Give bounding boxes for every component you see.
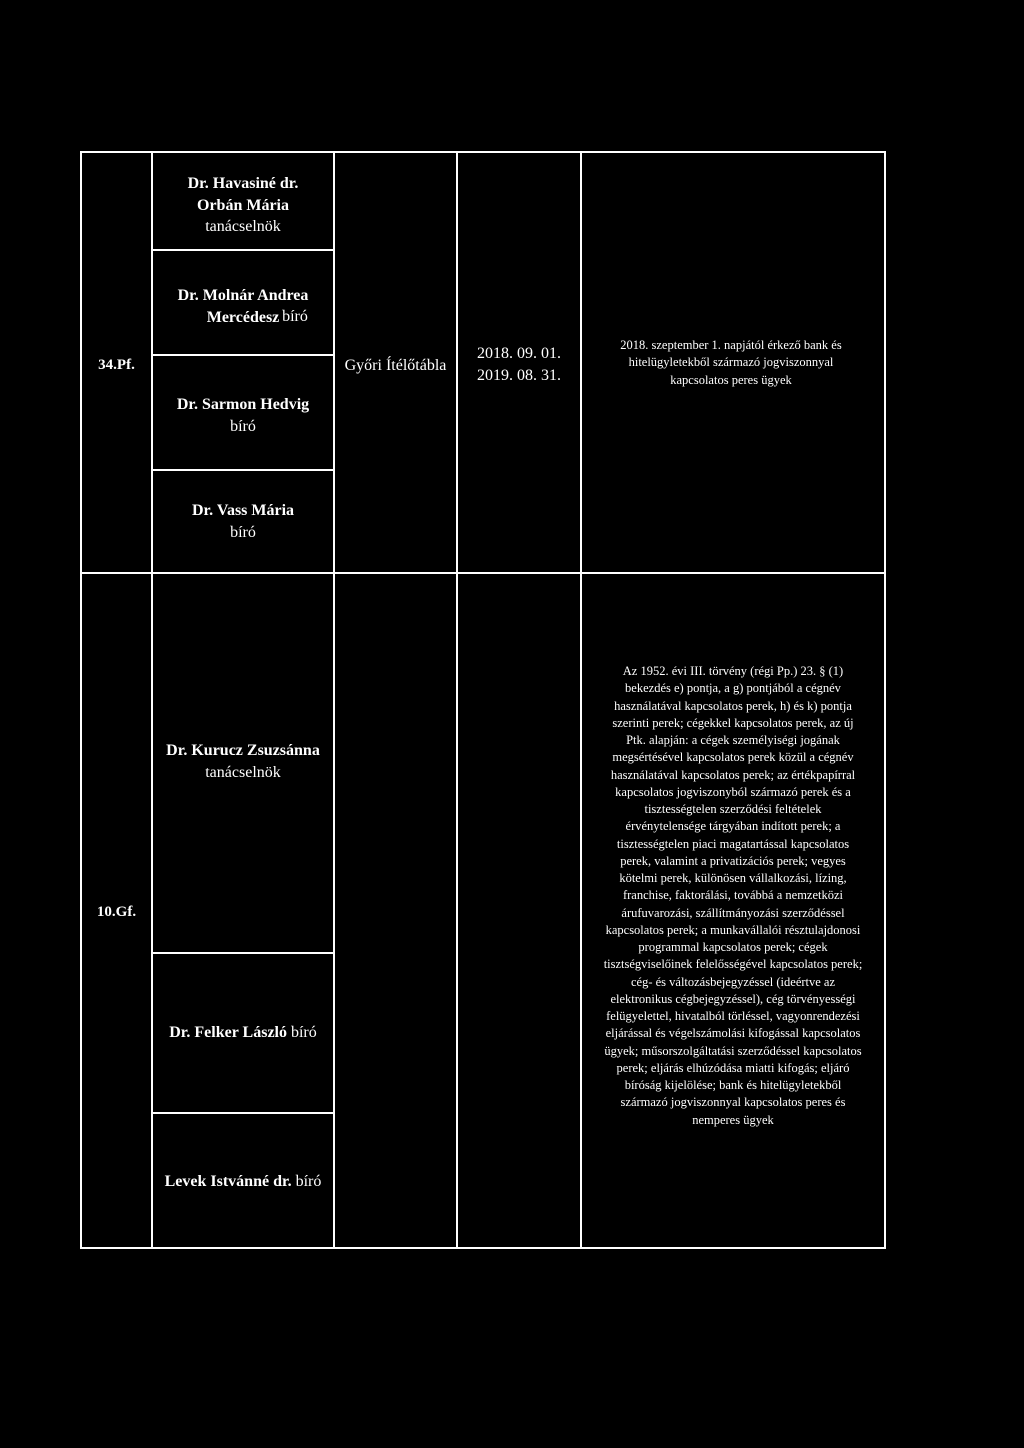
member-role: bíró <box>290 1024 317 1041</box>
member-role: bíró <box>295 1173 322 1190</box>
description-line: használatával kapcsolatos perek, h) és k) pontja <box>614 698 852 713</box>
description-line: perek; eljárás elhúzódása miatti kifogás; eljáró <box>616 1060 850 1075</box>
description-line: szerinti perek; cégekkel kapcsolatos perek, az új <box>612 715 854 730</box>
section2-member-1 <box>153 740 333 783</box>
description-line: érvénytelensége tárgyában indított perek; a <box>625 819 841 834</box>
description-line: árufuvarozási, szállítmányozási szerződéssel <box>621 905 845 920</box>
section2-member-2 <box>153 1022 333 1044</box>
description-line: cég- és változásbejegyzéssel (ideértve az <box>630 974 836 989</box>
section1-member-4 <box>153 500 333 543</box>
section2-code: 10.Gf. <box>96 904 137 920</box>
council-row-divider-1 <box>151 249 334 251</box>
description-line: megsértésével kapcsolatos perek közül a cégnév <box>612 750 854 765</box>
section1-description: 2018. szeptember 1. napjától érkező bank és hitelügyletekből származó jogviszonnyal kapcsolatos peres ügyek <box>620 338 842 387</box>
description-line: eljárással és végelszámolási kifogással kapcsolatos <box>605 1026 861 1041</box>
description-line: bíróság kijelölése; bank és hitelügyletekből <box>624 1078 842 1092</box>
col2-divider <box>333 151 335 1249</box>
description-line: tisztességtelen piaci magatartással kapcsolatos <box>616 836 850 851</box>
member-role: tanácselnök <box>205 218 281 236</box>
member-name: Dr. Felker László <box>169 1024 287 1041</box>
member-name: Dr. Kurucz Zsuzsánna <box>166 742 320 759</box>
table-top-border <box>80 151 886 153</box>
council-row-divider-4 <box>151 952 334 954</box>
col3-divider <box>456 151 458 1249</box>
section1-member-2 <box>153 285 333 350</box>
description-line: használatával kapcsolatos perek; az értékpapírral <box>610 767 856 782</box>
period-end: 2019. 08. 31. <box>477 366 561 384</box>
description-line: elektronikus cégbejegyzéssel), cég törvényességi <box>610 991 856 1006</box>
description-line: programmal kapcsolatos perek; cégek <box>638 940 828 954</box>
section1-period <box>458 343 580 386</box>
section1-court: Győri Ítélőtábla <box>344 357 447 374</box>
description-line: ügyek; műsorszolgáltatási szerződéssel kapcsolatos <box>604 1043 862 1058</box>
table-right-border <box>884 151 886 1249</box>
member-name: Dr. Sarmon Hedvig <box>176 396 310 413</box>
member-name: Dr. Havasiné dr. Orbán Mária <box>187 175 299 214</box>
section-divider <box>80 572 886 574</box>
description-line: nemperes ügyek <box>692 1112 774 1127</box>
table-bottom-border <box>80 1247 886 1249</box>
council-row-divider-5 <box>151 1112 334 1114</box>
member-role: bíró <box>230 417 256 435</box>
description-line: franchise, faktorálási, továbbá a nemzetközi <box>622 888 844 903</box>
member-name: Dr. Molnár Andrea Mercédesz <box>177 287 309 326</box>
description-line: bekezdés e) pontja, a g) pontjából a cégnév <box>625 681 841 696</box>
section1-member-1 <box>153 173 333 238</box>
section1-code: 34.Pf. <box>98 357 135 373</box>
description-line: származó jogviszonnyal kapcsolatos peres és <box>620 1095 846 1110</box>
description-line: tisztességtelen szerződési feltételek <box>644 802 822 816</box>
period-start: 2018. 09. 01. <box>477 345 561 362</box>
council-row-divider-3 <box>151 469 334 471</box>
member-role: bíró <box>282 308 308 326</box>
description-line: felügyelettel, hivatalból törléssel, vagyonrendezési <box>606 1009 860 1023</box>
member-name: Levek Istvánné dr. <box>164 1173 292 1190</box>
section2-member-3 <box>153 1171 333 1193</box>
section1-member-3 <box>153 394 333 437</box>
description-line: kapcsolatos perek; a munkavállalói résztulajdonosi <box>605 922 861 937</box>
description-line: Ptk. alapján: a cégek személyiségi jogának <box>626 733 840 747</box>
member-role: bíró <box>230 523 256 541</box>
table-left-border <box>80 151 82 1249</box>
council-row-divider-2 <box>151 354 334 356</box>
section2-description <box>582 663 884 1129</box>
member-name: Dr. Vass Mária <box>191 502 295 519</box>
description-line: Az 1952. évi III. törvény (régi Pp.) 23. § (1) <box>622 664 844 678</box>
description-line: perek, valamint a privatizációs perek; vegyes <box>620 853 846 868</box>
description-line: kötelmi perek, különösen vállalkozási, lízing, <box>619 871 847 885</box>
member-role: tanácselnök <box>205 763 281 781</box>
description-line: tisztségviselőinek felelősségével kapcsolatos perek; <box>603 957 863 972</box>
description-line: kapcsolatos jogviszonyból származó perek és a <box>615 784 851 799</box>
